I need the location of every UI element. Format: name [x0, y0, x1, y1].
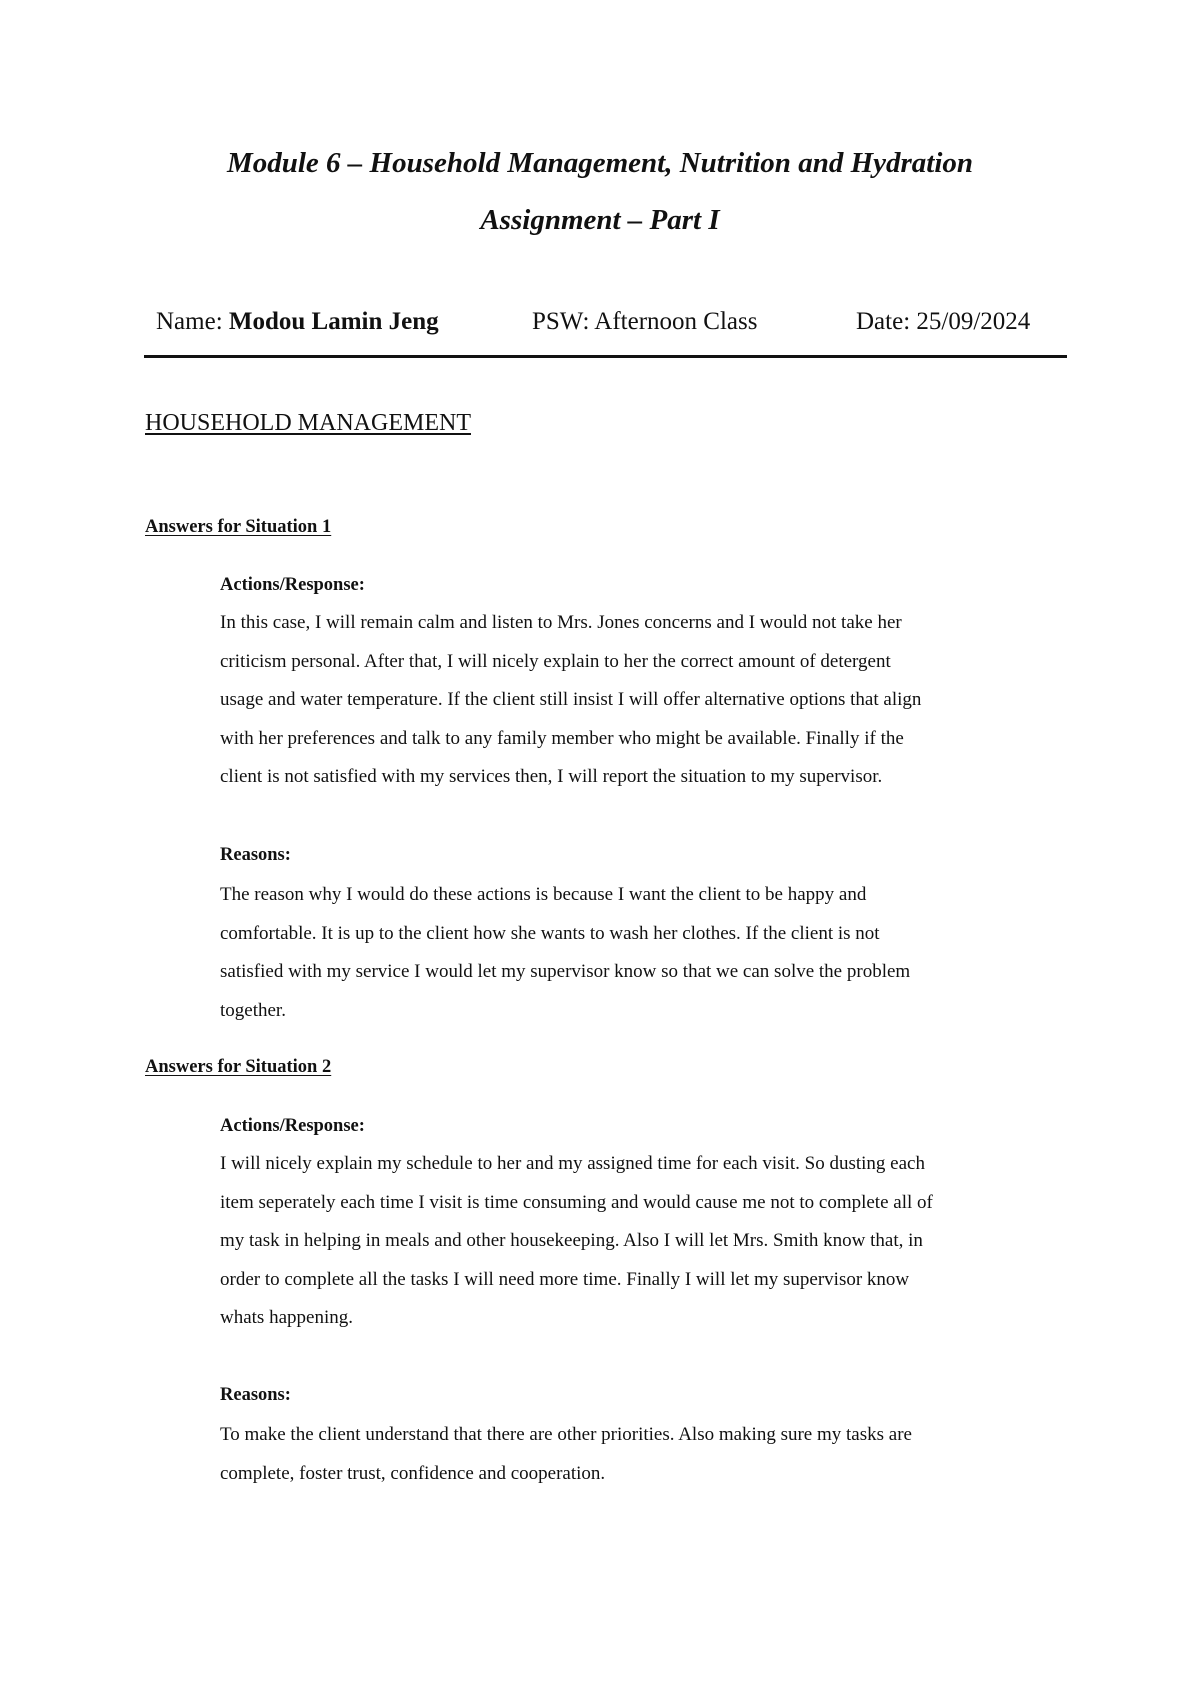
class-info: PSW: Afternoon Class	[532, 308, 758, 335]
actions-text-line: item seperately each time I visit is time consuming and would cause me not to complete all of	[220, 1191, 933, 1213]
situation-heading: Answers for Situation 1	[145, 517, 332, 537]
actions-text-line: In this case, I will remain calm and listen to Mrs. Jones concerns and I would not take her	[220, 612, 902, 633]
document-subtitle: Assignment – Part I	[480, 204, 720, 236]
section-heading: HOUSEHOLD MANAGEMENT	[145, 410, 471, 436]
actions-text-line: criticism personal. After that, I will nicely explain to her the correct amount of detergent	[220, 650, 891, 672]
name-label: Name:	[156, 308, 229, 335]
reasons-text-line: The reason why I would do these actions is because I want the client to be happy and	[220, 884, 867, 905]
student-name	[156, 308, 439, 336]
reasons-label: Reasons:	[220, 1385, 291, 1405]
date-info: Date: 25/09/2024	[856, 308, 1031, 335]
reasons-text-line: satisfied with my service I would let my supervisor know so that we can solve the problem	[220, 961, 911, 982]
document-title: Module 6 – Household Management, Nutrition and Hydration	[226, 147, 974, 179]
actions-text-line: client is not satisfied with my services then, I will report the situation to my supervisor.	[220, 766, 883, 787]
name-value: Modou Lamin Jeng	[228, 308, 439, 335]
reasons-text-line: complete, foster trust, confidence and cooperation.	[220, 1462, 606, 1484]
header-divider	[144, 355, 1067, 358]
actions-text-line: order to complete all the tasks I will need more time. Finally I will let my supervisor know	[220, 1268, 910, 1290]
reasons-text-line: To make the client understand that there are other priorities. Also making sure my tasks are	[220, 1424, 912, 1445]
actions-text-line: whats happening.	[220, 1307, 353, 1328]
actions-text-line: my task in helping in meals and other housekeeping. Also I will let Mrs. Smith know that, in	[220, 1230, 923, 1251]
actions-text-line: with her preferences and talk to any family member who might be available. Finally if the	[220, 727, 904, 749]
actions-label: Actions/Response:	[220, 575, 365, 595]
actions-text-line: I will nicely explain my schedule to her and my assigned time for each visit. So dusting each	[220, 1153, 925, 1174]
reasons-text-line: together.	[220, 999, 286, 1021]
situation-heading: Answers for Situation 2	[145, 1057, 332, 1077]
reasons-text-line: comfortable. It is up to the client how she wants to wash her clothes. If the client is not	[220, 922, 880, 944]
reasons-label: Reasons:	[220, 845, 291, 865]
actions-text-line: usage and water temperature. If the client still insist I will offer alternative options that align	[220, 689, 922, 710]
actions-label: Actions/Response:	[220, 1116, 365, 1136]
